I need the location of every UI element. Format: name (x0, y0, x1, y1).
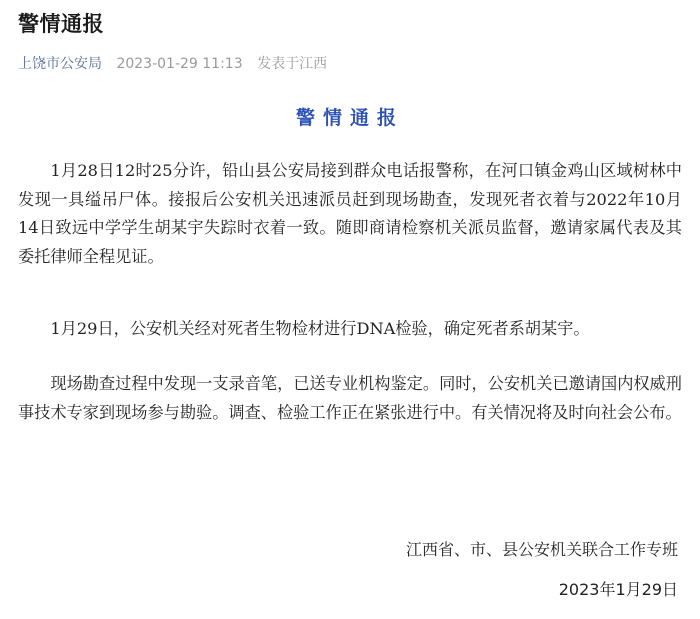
notice-heading: 警情通报 (295, 107, 404, 129)
source-account-link[interactable]: 上饶市公安局 (18, 56, 102, 72)
notice-signature: 江西省、市、县公安机关联合工作专班 (405, 540, 678, 559)
publish-location: 发表于江西 (257, 56, 328, 72)
notice-date: 2023年1月29日 (558, 580, 678, 599)
article-meta (18, 53, 327, 73)
notice-paragraph: 1月28日12时25分许，铅山县公安局接到群众电话报警称，在河口镇金鸡山区域树林中发现一具缢吊尸体。接报后公安机关迅速派员赶到现场勘查，发现死者衣着与2022年10月14日致远中学学生胡某宇失踪时衣着一致。随即商请检察机关派员监督，邀请家属代表及其委托律师全程见证。 (18, 161, 682, 266)
notice-paragraph: 现场勘查过程中发现一支录音笔，已送专业机构鉴定。同时，公安机关已邀请国内权威刑事技术专家到现场参与勘验。调查、检验工作正在紧张进行中。有关情况将及时向社会公布。 (18, 374, 682, 422)
article-title: 警情通报 (18, 12, 104, 36)
publish-time: 2023-01-29 11:13 (116, 56, 243, 72)
notice-paragraph: 1月29日，公安机关经对死者生物检材进行DNA检验，确定死者系胡某宇。 (50, 319, 590, 338)
